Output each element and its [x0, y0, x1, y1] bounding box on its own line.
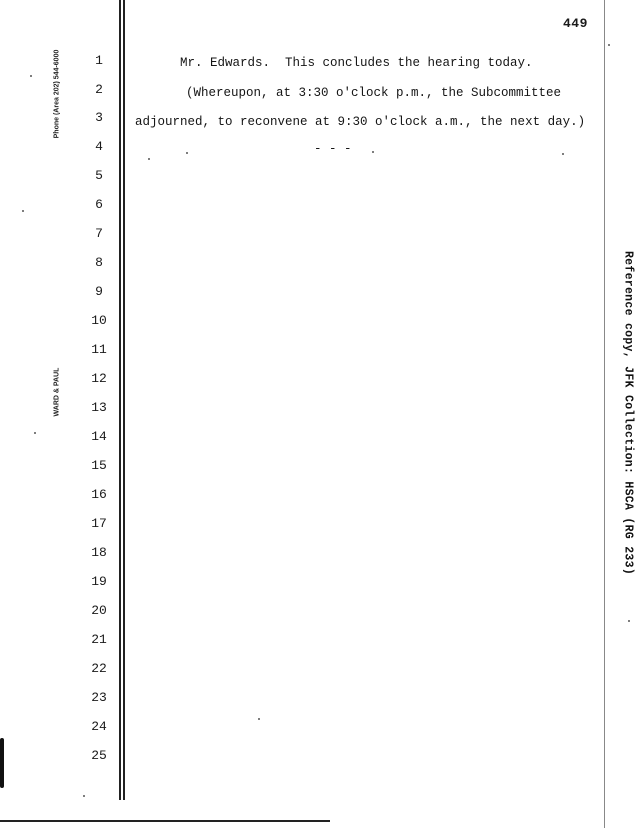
scan-speck	[608, 44, 610, 46]
line-number: 3	[95, 110, 103, 125]
scan-speck	[34, 432, 36, 434]
line-number: 19	[91, 574, 107, 589]
scan-speck	[258, 718, 260, 720]
transcript-line-2: (Whereupon, at 3:30 o'clock p.m., the Subcommittee	[186, 86, 562, 100]
scan-speck	[30, 75, 32, 77]
line-number: 1	[95, 53, 103, 68]
scan-edge-mark	[0, 738, 4, 788]
line-number: 10	[91, 313, 107, 328]
line-number: 16	[91, 487, 107, 502]
transcript-line-3: adjourned, to reconvene at 9:30 o'clock a.m., the next day.)	[135, 115, 586, 129]
scan-speck	[148, 158, 150, 160]
right-margin-rule	[604, 0, 605, 828]
line-number: 17	[91, 516, 107, 531]
scan-speck	[186, 152, 188, 154]
scan-speck	[562, 153, 564, 155]
transcript-line-1: Mr. Edwards. This concludes the hearing today.	[180, 56, 533, 70]
scan-speck	[372, 151, 374, 153]
line-number: 13	[91, 400, 107, 415]
line-number: 9	[95, 284, 103, 299]
line-number: 15	[91, 458, 107, 473]
line-number: 24	[91, 719, 107, 734]
reference-copy-stamp: Reference copy, JFK Collection: HSCA (RG 233)	[621, 250, 635, 576]
phone-number-margin-text: Phone (Area 202) 544-6000	[53, 49, 61, 139]
line-number: 18	[91, 545, 107, 560]
reporter-firm-margin-text: WARD & PAUL	[53, 367, 61, 417]
line-number: 22	[91, 661, 107, 676]
scan-speck	[22, 210, 24, 212]
line-number: 23	[91, 690, 107, 705]
scan-speck	[628, 620, 630, 622]
line-number: 25	[91, 748, 107, 763]
line-number: 6	[95, 197, 103, 212]
left-margin-rule-outer	[119, 0, 121, 800]
line-number: 12	[91, 371, 107, 386]
line-number: 4	[95, 139, 103, 154]
line-number: 5	[95, 168, 103, 183]
line-number: 2	[95, 82, 103, 97]
section-separator: - - -	[314, 142, 352, 156]
left-margin-rule-inner	[123, 0, 125, 800]
line-number: 7	[95, 226, 103, 241]
bottom-rule	[0, 820, 330, 822]
line-number: 14	[91, 429, 107, 444]
scan-speck	[83, 795, 85, 797]
line-number: 8	[95, 255, 103, 270]
page-number: 449	[563, 16, 588, 31]
line-number: 20	[91, 603, 107, 618]
line-number: 11	[91, 342, 107, 357]
line-number: 21	[91, 632, 107, 647]
